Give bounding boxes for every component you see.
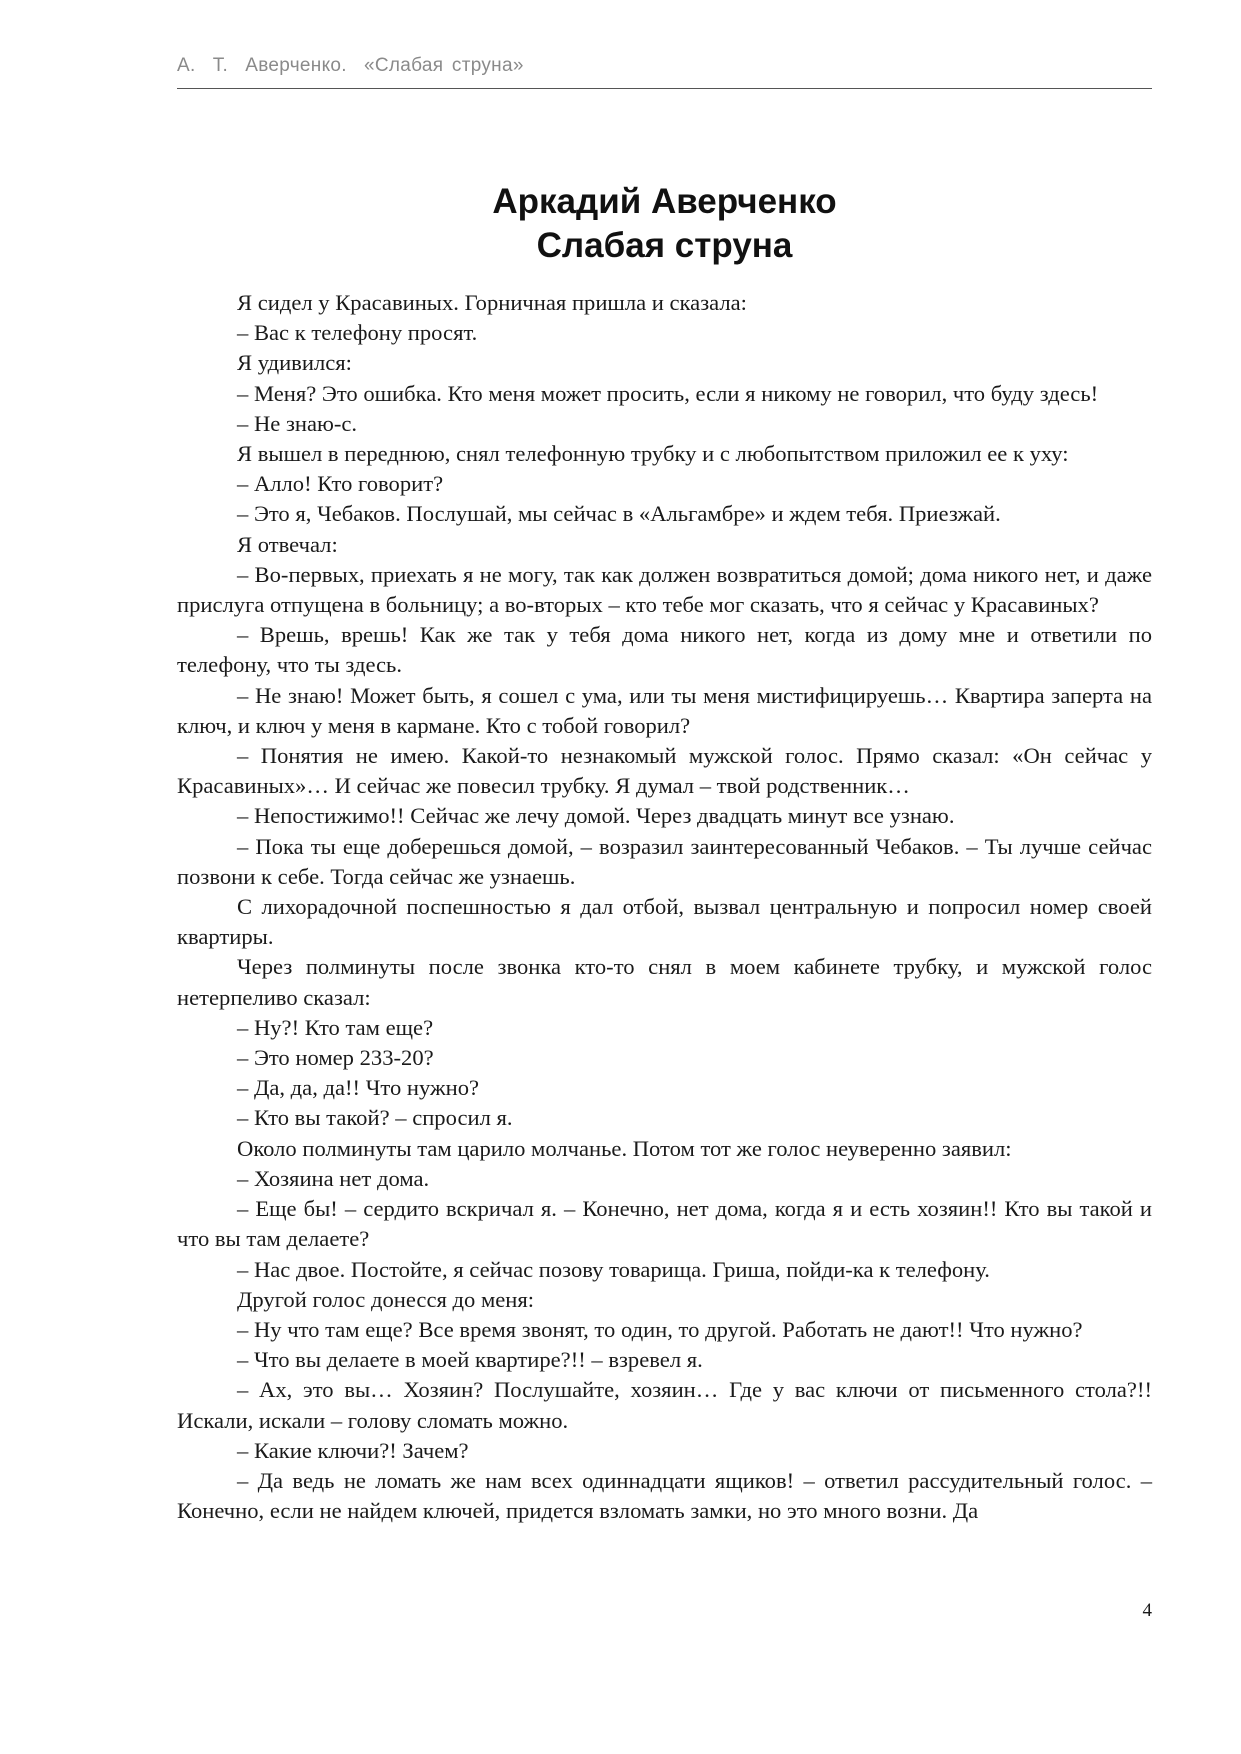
running-header: А. Т. Аверченко. «Слабая струна» (177, 55, 524, 76)
paragraph: Через полминуты после звонка кто-то снял в моем кабинете трубку, и мужской голос нетерпеливо сказал: (177, 954, 1152, 1010)
paragraph: – Это номер 233-20? (237, 1045, 434, 1071)
page-number: 4 (1142, 1600, 1152, 1621)
paragraph: – Какие ключи?! Зачем? (237, 1437, 469, 1463)
paragraph: Около полминуты там царило молчанье. Потом тот же голос неуверенно заявил: (237, 1135, 1012, 1161)
paragraph: Я отвечал: (237, 531, 338, 557)
work-title: Слабая струна (536, 226, 793, 265)
story-body (177, 288, 1152, 1526)
paragraph: Я вышел в переднюю, снял телефонную трубку и с любопытством приложил ее к уху: (237, 441, 1069, 467)
paragraph: – Ну?! Кто там еще? (237, 1014, 434, 1040)
paragraph: – Алло! Кто говорит? (237, 471, 444, 497)
paragraph: – Во-первых, приехать я не могу, так как должен возвратиться домой; дома никого нет, и даже прислуга отпущена в больницу; а во-вторых – кто тебе мог сказать, что я сейчас у Красавиных? (177, 561, 1152, 618)
paragraph: – Ну что там еще? Все время звонят, то один, то другой. Работать не дают!! Что нужно? (237, 1316, 1083, 1342)
paragraph: – Да, да, да!! Что нужно? (237, 1075, 480, 1101)
paragraph: – Не знаю-с. (237, 410, 358, 436)
paragraph: – Пока ты еще доберешься домой, – возразил заинтересованный Чебаков. – Ты лучше сейчас позвони к себе. Тогда сейчас же узнаешь. (177, 833, 1152, 889)
paragraph: – Да ведь не ломать же нам всех одиннадцати ящиков! – ответил рассудительный голос. – Конечно, если не найдем ключей, придется взломать замки, но это много возни. Да (177, 1467, 1152, 1524)
paragraph: – Врешь, врешь! Как же так у тебя дома никого нет, когда из дому мне и ответили по телефону, что ты здесь. (177, 622, 1152, 678)
paragraph: С лихорадочной поспешностью я дал отбой, вызвал центральную и попросил номер своей квартиры. (177, 894, 1152, 950)
paragraph: – Ах, это вы… Хозяин? Послушайте, хозяин… Где у вас ключи от письменного стола?!! Искали, искали – голову сломать можно. (177, 1377, 1152, 1433)
paragraph: Я удивился: (237, 350, 352, 376)
paragraph: – Вас к телефону просят. (237, 320, 478, 346)
author-name: Аркадий Аверченко (492, 182, 837, 221)
paragraph: – Еще бы! – сердито вскричал я. – Конечно, нет дома, когда я и есть хозяин!! Кто вы такой и что вы там делаете? (177, 1196, 1152, 1252)
paragraph: – Кто вы такой? – спросил я. (237, 1105, 513, 1131)
paragraph: – Непостижимо!! Сейчас же лечу домой. Через двадцать минут все узнаю. (237, 803, 955, 829)
paragraph: – Это я, Чебаков. Послушай, мы сейчас в «Альгамбре» и ждем тебя. Приезжай. (237, 501, 1001, 527)
paragraph: Я сидел у Красавиных. Горничная пришла и сказала: (237, 290, 747, 315)
paragraph: – Нас двое. Постойте, я сейчас позову товарища. Гриша, пойди-ка к телефону. (237, 1256, 990, 1282)
paragraph: – Хозяина нет дома. (237, 1165, 430, 1191)
header-rule (177, 88, 1152, 89)
paragraph: – Не знаю! Может быть, я сошел с ума, или ты меня мистифицируешь… Квартира заперта на ключ, и ключ у меня в кармане. Кто с тобой говорил? (177, 682, 1152, 738)
paragraph: – Понятия не имею. Какой-то незнакомый мужской голос. Прямо сказал: «Он сейчас у Красавиных»… И сейчас же повесил трубку. Я думал – твой родственник… (177, 743, 1152, 799)
paragraph: – Меня? Это ошибка. Кто меня может просить, если я никому не говорил, что буду здесь! (237, 380, 1099, 406)
paragraph: Другой голос донесся до меня: (237, 1286, 535, 1312)
title-block (177, 180, 1152, 268)
paragraph: – Что вы делаете в моей квартире?!! – взревел я. (237, 1347, 703, 1373)
